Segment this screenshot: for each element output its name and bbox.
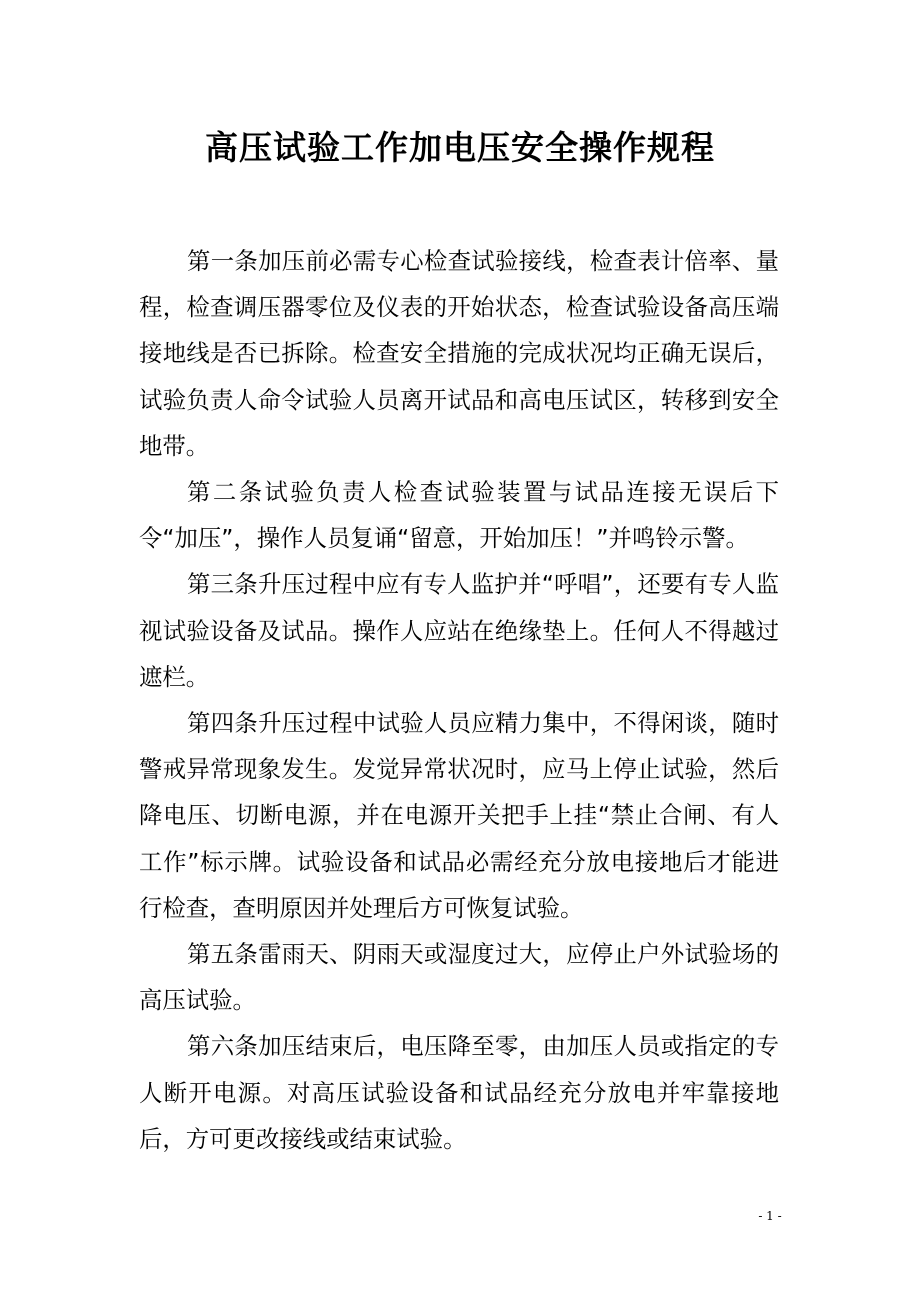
article-2: 第二条试验负责人检查试验装置与试品连接无误后下令“加压”，操作人员复诵“留意，开始加压！”并鸣铃示警。 <box>139 478 779 553</box>
article-6: 第六条加压结束后，电压降至零，由加压人员或指定的专人断开电源。对高压试验设备和试品经充分放电并牢靠接地后，方可更改接线或结束试验。 <box>139 1032 779 1153</box>
document-title: 高压试验工作加电压安全操作规程 <box>205 128 715 167</box>
article-4: 第四条升压过程中试验人员应精力集中，不得闲谈，随时警戒异常现象发生。发觉异常状况时，应马上停止试验，然后降电压、切断电源，并在电源开关把手上挂“禁止合闸、有人工作”标示牌。试验设备和试品必需经充分放电接地后才能进行检查，查明原因并处理后方可恢复试验。 <box>139 709 779 922</box>
article-5: 第五条雷雨天、阴雨天或湿度过大，应停止户外试验场的高压试验。 <box>139 940 779 1015</box>
article-3: 第三条升压过程中应有专人监护并“呼唱”，还要有专人监视试验设备及试品。操作人应站在绝缘垫上。任何人不得越过遮栏。 <box>139 570 779 691</box>
article-1: 第一条加压前必需专心检查试验接线，检查表计倍率、量程，检查调压器零位及仪表的开始状态，检查试验设备高压端接地线是否已拆除。检查安全措施的完成状况均正确无误后，试验负责人命令试验人员离开试品和高电压试区，转移到安全地带。 <box>139 247 779 460</box>
page-number: - 1 - <box>758 1209 782 1223</box>
document-body <box>139 238 779 1162</box>
